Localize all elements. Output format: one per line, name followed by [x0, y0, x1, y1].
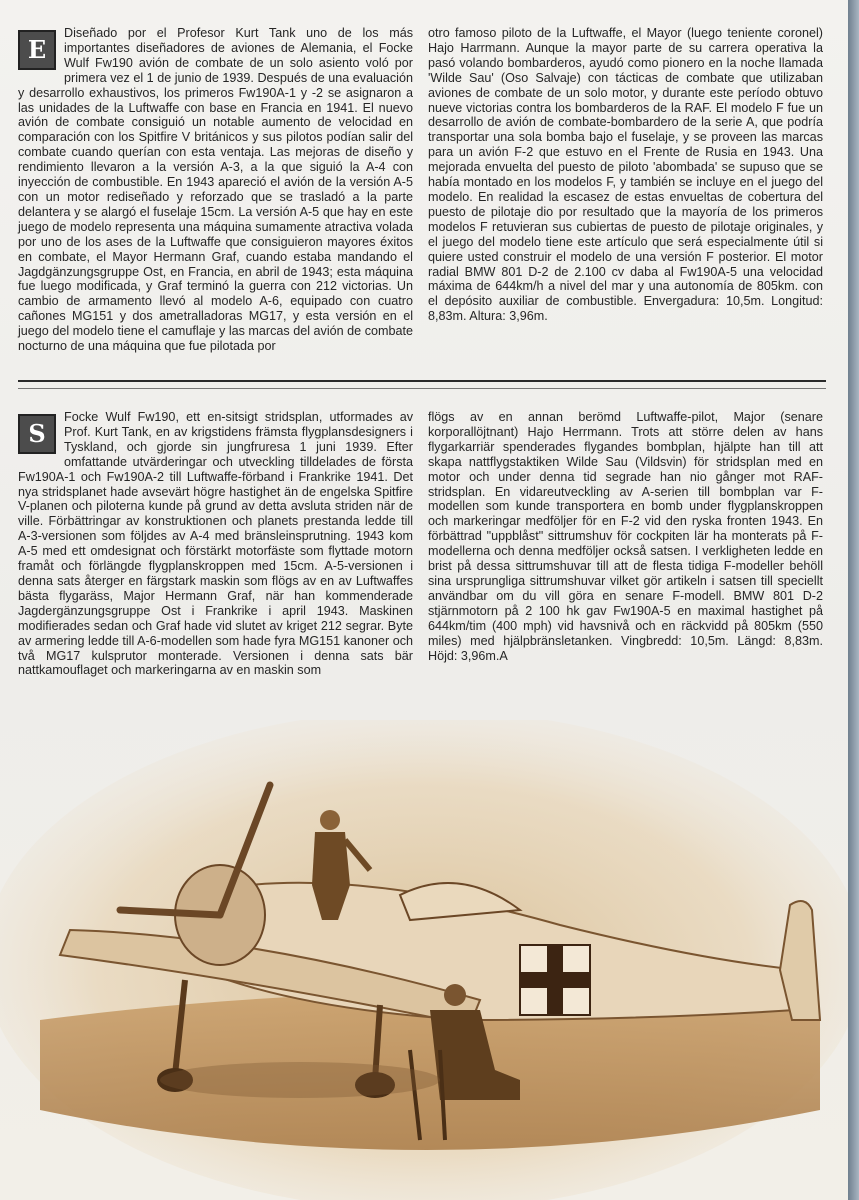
language-badge-swedish: S	[18, 414, 56, 454]
fw190-sepia-illustration	[0, 720, 848, 1200]
section-divider	[18, 380, 826, 382]
aircraft-photo	[0, 720, 848, 1200]
spanish-right-text: otro famoso piloto de la Luftwaffe, el Mayor (luego teniente coronel) Hajo Harrmann. Aunque la mayor parte de su carrera operativa la pasó volando bombarderos, ayudó como pionero en la noche llamada 'Wilde Sau' (Oso Salvaje) con tácticas de combate que utilizaban aviones de combate de un solo motor, y durante este período obtuvo nueve victorias contra los bombarderos de la RAF. El modelo F fue un desarrollo de avión de combate-bombardero de la serie A, que podría transportar una sola bomba bajo el fuselaje, y se proveen las marcas para un avión F-2 que estuvo en el Frente de Rusia en 1943. Una mejorada envuelta del puesto de piloto 'abombada' se supuso que se había montado en los modelos F, y también se incluye en el juego del modelo. En realidad la escasez de estas envueltas de cobertura del puesto de pilotaje dio por resultado que la mayoría de los primeros modelos F retuvieran sus cubiertas de puesto de pilotaje originales, y el juego del modelo tiene este artículo que será especialmente útil si quiere usted construir el modelo de una versión F posterior. El motor radial BMW 801 D-2 de 2.100 cv daba al Fw190A-5 una velocidad máxima de 644km/h a nivel del mar y una autonomía de 805km. con el depósito auxiliar de combustible. Envergadura: 10,5m. Longitud: 8,83m. Altura: 3,96m.	[428, 26, 823, 324]
language-badge-spanish: E	[18, 30, 56, 70]
spanish-right-column	[428, 26, 823, 324]
section-divider-secondary	[18, 388, 826, 389]
spanish-left-text: Diseñado por el Profesor Kurt Tank uno de los más importantes diseñadores de aviones de Alemania, el Focke Wulf Fw190 avión de combate de un solo asiento voló por primera vez el 1 de junio de 1939. Después de una evaluación y desarrollo exhaustivos, los primeros Fw190A-1 y -2 se asignaron a las unidades de la Luftwaffe con base en Francia en 1941. El nuevo avión de combate consiguió un notable aumento de velocidad en comparación con los Spitfire V británicos y sus pilotos podían salir del combate cuando querían con esta ventaja. Las mejoras de diseño y rendimiento llevaron a la versión A-3, a la que siguió la A-4 con inyección de combustible. En 1943 apareció el avión de la versión A-5 con un motor rediseñado y reforzado que se trasladó a la parte delantera y se alargó el fuselaje 15cm. La versión A-5 que hay en este juego de modelo representa una máquina sumamente atractiva volada por uno de los ases de la Luftwaffe que consiguieron mayores éxitos en combate, el Mayor Hermann Graf, cuando estaba mandando el Jagdgänzungsgruppe Ost, en Francia, en abril de 1943; esta máquina fue luego modificada, y Graf terminó la guerra con 212 victorias. Un cambio de armamento llevó al modelo A-6, equipado con cuatro cañones MG151 y dos ametralladoras MG17, y esta versión en el juego del modelo tiene el camuflaje y las marcas del avión de combate nocturno de una máquina que fue pilotada por	[18, 26, 413, 354]
swedish-right-text: flögs av en annan berömd Luftwaffe-pilot, Major (senare korporallöjtnant) Hajo Herrmann. Trots att större delen av hans flygarkarriär spenderades flygandes bombplan, hjälpte han till att skapa nattflygstaktiken Wilde Sau (Vildsvin) för stridsplan med en motor och under denna tid segrade han nio gånger mot RAF-stridsplan. En vidareutveckling av A-serien till bombplan var F-modellen som kunde transportera en bomb under flygplanskroppen och markeringar medföljer för en F-2 vid den ryska fronten 1943. En förbättrad "uppblåst" sittrumshuv för cockpiten lär ha monterats på F-modellerna och denna medföljer också satsen. I verkligheten ledde en brist på dessa sittrumshuvar till att de flesta tidiga F-modeller behöll sina ursprungliga sittrumshuvar vilket gör artikeln i satsen till speciellt användbar om du vill göra en senare F-modell. BMW 801 D-2 stjärnmotorn på 2 100 hk gav Fw190A-5 en maximal hastighet på 644km/tim (400 mph) vid havsnivå och en räckvidd på 805km (550 miles) med hjälpbränsletanken. Vingbredd: 10,5m. Längd: 8,83m. Höjd: 3,96m.A	[428, 410, 823, 663]
swedish-left-text: Focke Wulf Fw190, ett en-sitsigt stridsplan, utformades av Prof. Kurt Tank, en av krigstidens främsta flygplansdesigners i Tyskland, och gjorde sin jungfruresa 1 juni 1939. Efter omfattande utvärderingar och utveckling tilldelades de första Fw190A-1 och Fw190A-2 till Luftwaffe-förband i Frankrike 1941. Det nya stridsplanet hade avsevärt högre hastighet än de engelska Spitfire V-planen och piloterna kunde på grund av detta avsluta striden när de ville. Förbättringar av konstruktionen och planets prestanda ledde till A-3-versionen som följdes av A-4 med bränsleinsprutning. 1943 kom A-5 med ett omdesignat och förstärkt motorfäste som flyttade motorn framåt och förlängde flygplanskroppen med 15cm. A-5-versionen i denna sats återger en färgstark maskin som flögs av en av Luftwaffes bästa flygaräss, Major Hermann Graf, när han kommenderade Jagdergänzungsgruppe Ost i Frankrike i april 1943. Maskinen modifierades sedan och Graf hade vid slutet av kriget 212 segrar. Byte av armering ledde till A-6-modellen som hade fyra MG151 kanoner och två MG17 kulsprutor monterade. Versionen i denna sats bär nattkamouflaget och markeringarna av en maskin som	[18, 410, 413, 678]
propeller-blade-2	[120, 910, 220, 915]
page-edge-background	[848, 0, 859, 1200]
spanish-section	[18, 26, 828, 376]
spanish-left-column	[18, 26, 413, 354]
swedish-section	[18, 410, 828, 710]
swedish-right-column	[428, 410, 823, 663]
aircraft-shadow	[160, 1062, 440, 1098]
swedish-left-column	[18, 410, 413, 678]
balkenkreuz-marking	[520, 945, 590, 1015]
